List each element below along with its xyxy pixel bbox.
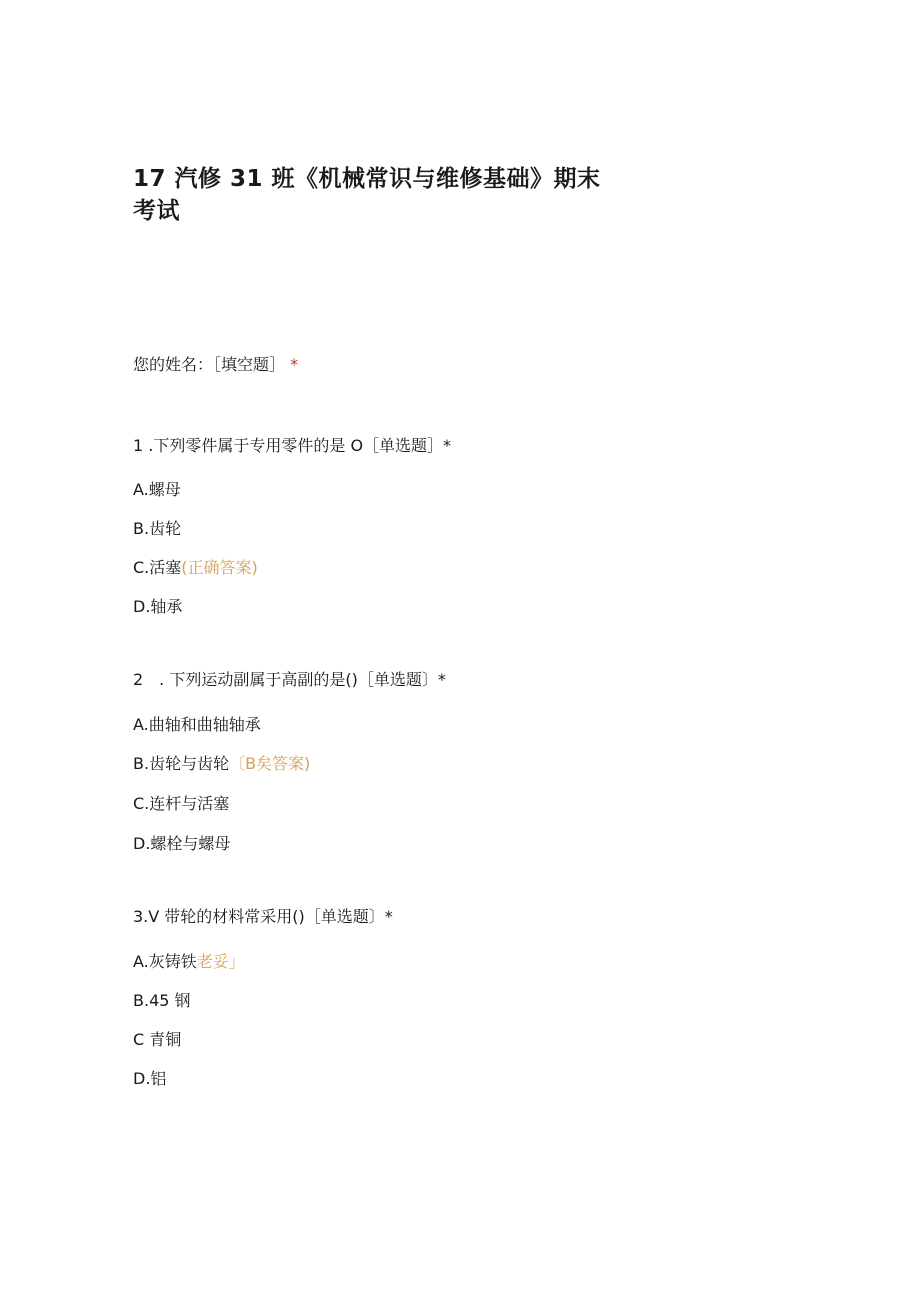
name-field-text: 您的姓名：［填空题］ (133, 355, 286, 374)
option-label: A.曲轴和曲轴轴承 (133, 715, 261, 734)
question-1-option-a[interactable] (133, 479, 181, 501)
question-3-option-c[interactable] (133, 1029, 181, 1051)
question-2-option-a[interactable] (133, 714, 261, 736)
exam-title: 17 汽修 31 班《机械常识与维修基础》期末考试 (133, 166, 601, 224)
option-label: D.螺栓与螺母 (133, 834, 231, 853)
question-3-text: 3.V 带轮的材料常采用()［单选题〕* (133, 907, 393, 926)
required-mark: * (290, 355, 299, 374)
correct-answer-note: (正确答案) (181, 558, 258, 577)
option-label: D.轴承 (133, 597, 183, 616)
question-1-option-c[interactable] (133, 557, 258, 579)
option-label: B.齿轮 (133, 519, 182, 538)
question-2-text: 2 . 下列运动副属于高副的是()［单选题〕* (133, 670, 446, 689)
option-label: A.灰铸铁 (133, 952, 197, 971)
question-3-option-a[interactable] (133, 951, 245, 973)
option-label: D.铝 (133, 1069, 167, 1088)
question-2-option-d[interactable] (133, 833, 230, 855)
option-label: B.45 钢 (133, 991, 191, 1010)
correct-answer-note: 老妥」 (196, 952, 245, 971)
name-field-label (133, 354, 298, 376)
question-2-option-c[interactable] (133, 793, 229, 815)
question-1-text: 1 .下列零件属于专用零件的是 O［单选题］* (133, 436, 452, 455)
option-label: A.螺母 (133, 480, 181, 499)
option-label: C.活塞 (133, 558, 182, 577)
question-1-option-d[interactable] (133, 596, 182, 618)
question-3-option-d[interactable] (133, 1068, 166, 1090)
option-label: C 青铜 (133, 1030, 182, 1049)
question-1-option-b[interactable] (133, 518, 181, 540)
question-2-option-b[interactable] (133, 753, 310, 775)
correct-answer-note: 〔B矣答案) (229, 754, 311, 773)
question-3-option-b[interactable] (133, 990, 191, 1012)
option-label: C.连杆与活塞 (133, 794, 230, 813)
option-label: B.齿轮与齿轮 (133, 754, 230, 773)
